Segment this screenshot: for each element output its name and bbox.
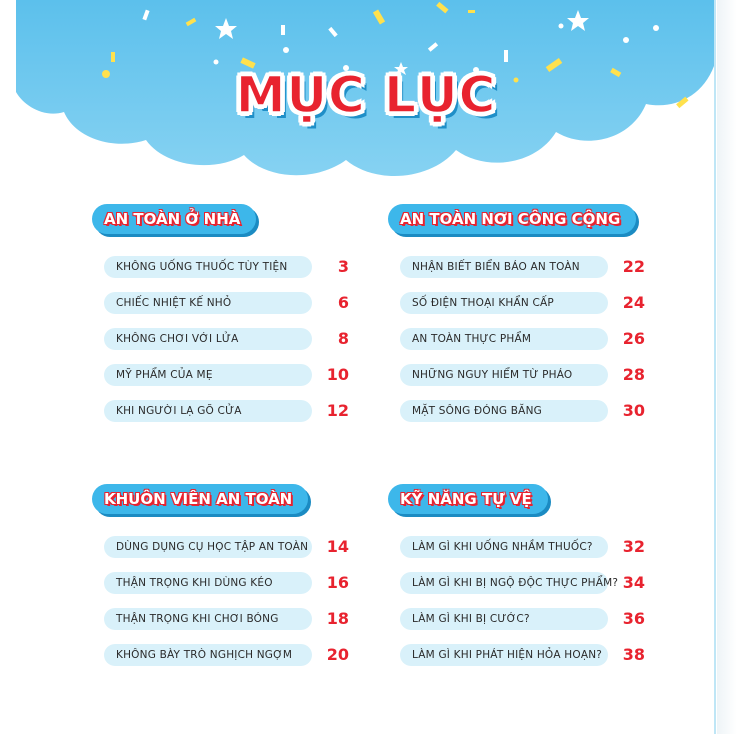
toc-entry[interactable] <box>104 644 349 666</box>
section-header <box>388 484 636 518</box>
toc-entry-page: 34 <box>622 573 645 592</box>
toc-entry-page: 10 <box>326 365 349 384</box>
toc-entry-page: 12 <box>326 401 349 420</box>
toc-entry-page: 8 <box>337 329 349 348</box>
toc-entry-label: LÀM GÌ KHI BỊ NGỘ ĐỘC THỰC PHẨM? <box>412 577 619 589</box>
section-title: AN TOÀN Ở NHÀ <box>104 210 241 228</box>
toc-entry-label: THẬN TRỌNG KHI CHƠI BÓNG <box>116 613 279 625</box>
section-home-safety <box>92 204 349 420</box>
toc-entry-label: KHÔNG BÀY TRÒ NGHỊCH NGỢM <box>116 649 293 661</box>
toc-entry[interactable] <box>104 364 349 386</box>
toc-entry[interactable] <box>104 572 349 594</box>
toc-entry-label: MẶT SÔNG ĐÓNG BĂNG <box>412 405 542 417</box>
toc-entry-page: 22 <box>622 257 645 276</box>
toc-entry[interactable] <box>104 536 349 558</box>
section-title: KHUÔN VIÊN AN TOÀN <box>104 490 293 508</box>
section-header <box>92 204 340 238</box>
toc-entry-label: SỐ ĐIỆN THOẠI KHẨN CẤP <box>412 297 554 309</box>
page-title: MỤC LỤC <box>235 66 497 124</box>
toc-entry[interactable] <box>400 644 645 666</box>
toc-entry-label: LÀM GÌ KHI PHÁT HIỆN HỎA HOẠN? <box>412 649 603 661</box>
toc-entry-page: 36 <box>622 609 645 628</box>
toc-entry-page: 6 <box>337 293 349 312</box>
toc-entry-label: KHÔNG CHƠI VỚI LỬA <box>116 333 239 345</box>
toc-entry-page: 18 <box>326 609 349 628</box>
toc-entry-page: 3 <box>337 257 349 276</box>
toc-entry[interactable] <box>104 608 349 630</box>
section-header <box>388 204 636 238</box>
toc-entry-label: CHIẾC NHIỆT KẾ NHỎ <box>116 297 232 309</box>
toc-entry-page: 20 <box>326 645 349 664</box>
toc-entry[interactable] <box>400 536 645 558</box>
toc-entry[interactable] <box>400 256 645 278</box>
toc-entry[interactable] <box>104 292 349 314</box>
toc-entry-page: 14 <box>326 537 349 556</box>
page-edge-shadow <box>717 0 737 734</box>
toc-list <box>104 536 349 680</box>
toc-entry[interactable] <box>104 400 349 422</box>
section-title: KỸ NĂNG TỰ VỆ <box>400 490 532 508</box>
toc-entry-label: LÀM GÌ KHI BỊ CƯỚC? <box>412 613 530 625</box>
toc-entry-label: THẬN TRỌNG KHI DÙNG KÉO <box>116 577 273 589</box>
toc-entry-page: 16 <box>326 573 349 592</box>
section-self-defense-skills <box>388 484 645 664</box>
toc-list <box>104 256 349 436</box>
section-header <box>92 484 340 518</box>
toc-entry[interactable] <box>400 292 645 314</box>
toc-entry-page: 30 <box>622 401 645 420</box>
toc-entry[interactable] <box>104 256 349 278</box>
toc-entry[interactable] <box>104 328 349 350</box>
toc-entry-label: NHỮNG NGUY HIỂM TỪ PHÁO <box>412 369 573 381</box>
toc-entry[interactable] <box>400 364 645 386</box>
toc-entry[interactable] <box>400 328 645 350</box>
section-public-safety <box>388 204 645 420</box>
toc-entry-page: 26 <box>622 329 645 348</box>
table-of-contents-page <box>16 0 716 734</box>
toc-entry-label: MỸ PHẨM CỦA MẸ <box>116 369 213 381</box>
toc-entry-label: LÀM GÌ KHI UỐNG NHẦM THUỐC? <box>412 541 593 553</box>
toc-entry[interactable] <box>400 400 645 422</box>
toc-entry[interactable] <box>400 572 645 594</box>
toc-list <box>400 256 645 436</box>
toc-entry-label: AN TOÀN THỰC PHẨM <box>412 333 532 345</box>
toc-entry-page: 32 <box>622 537 645 556</box>
toc-entry-page: 28 <box>622 365 645 384</box>
toc-entry-label: KHÔNG UỐNG THUỐC TÙY TIỆN <box>116 261 288 273</box>
toc-list <box>400 536 645 680</box>
toc-entry-label: DÙNG DỤNG CỤ HỌC TẬP AN TOÀN <box>116 541 309 553</box>
toc-entry-label: KHI NGƯỜI LẠ GÕ CỬA <box>116 405 242 417</box>
toc-entry-page: 38 <box>622 645 645 664</box>
toc-entry-page: 24 <box>622 293 645 312</box>
section-title: AN TOÀN NƠI CÔNG CỘNG <box>400 210 621 228</box>
toc-entry[interactable] <box>400 608 645 630</box>
toc-entry-label: NHẬN BIẾT BIỂN BÁO AN TOÀN <box>412 261 580 273</box>
section-school-safety <box>92 484 349 664</box>
